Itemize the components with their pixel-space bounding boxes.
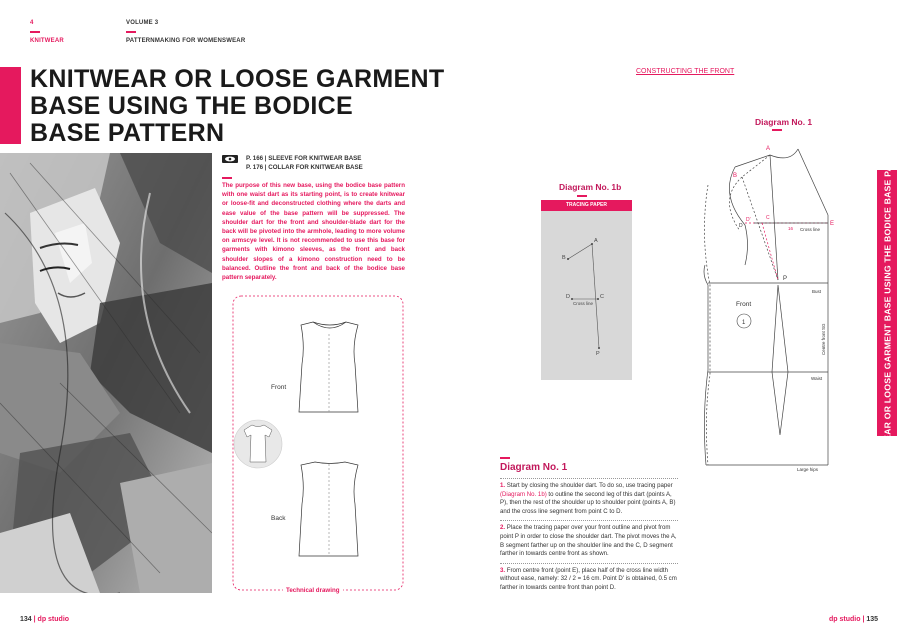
step-item: 3. From centre front (point E), place half of the cross line width without ease, namely: 32 / 2 = 16 cm. Point D' is obtained, 0.5 cm farther in towards centre front than point D.: [500, 566, 677, 591]
point-label: E: [830, 221, 835, 227]
knit-top-thumbnail: [234, 420, 282, 468]
measurement-label: 16: [788, 226, 794, 231]
chapter-number: 4: [30, 20, 34, 26]
intro-paragraph: The purpose of this new base, using the bodice base pattern with one waist dart as its starting point, is to create knitwear or loose-fit and deconstructed clothing where the darts and ease value of the base pattern will be suppressed. The shoulder dart for the front and shoulder-blade dart for the back will be pivoted into the armhole, leading to more volume on armscye level. It is not recommended to use this base for garments with kimono sleeves, as the front and back shoulder slopes of a kimono construction need to be balanced. Outline the front and back of the bodice base pattern separately.: [222, 182, 405, 282]
technical-drawing: [228, 294, 408, 604]
reference-list: [246, 154, 363, 172]
reference-link[interactable]: P. 166 | SLEEVE FOR KNITWEAR BASE: [246, 155, 362, 162]
cross-line-label: Cross line: [573, 301, 594, 306]
title-line: BASE PATTERN: [30, 119, 225, 147]
diagram-bar: [577, 195, 587, 197]
front-garment-drawing: [299, 322, 358, 412]
section-link[interactable]: CONSTRUCTING THE FRONT: [636, 68, 735, 75]
point-label: C: [600, 294, 604, 300]
large-hips-label: Large hips: [797, 467, 819, 472]
centre-front-label: Centre front SG: [821, 323, 826, 355]
steps-list: [500, 476, 678, 597]
volume-subtitle: PATTERNMAKING FOR WOMENSWEAR: [126, 38, 246, 44]
point-label: A: [766, 146, 771, 152]
point-label: D: [566, 294, 570, 300]
chapter-side-tab: [877, 135, 897, 471]
volume-label: VOLUME 3: [126, 20, 159, 26]
point-label: D': [746, 217, 751, 223]
page-number: 135: [866, 616, 879, 623]
brand-name: dp studio: [37, 616, 70, 623]
brand-name: dp studio: [829, 616, 861, 623]
page-title: [30, 66, 444, 147]
cross-line-label: Cross line: [800, 227, 821, 232]
header-bar: [126, 31, 136, 33]
title-line: KNITWEAR OR LOOSE GARMENT: [30, 65, 445, 93]
header-bar: [30, 31, 40, 33]
front-label: Front: [271, 384, 287, 391]
chapter-name: KNITWEAR: [30, 38, 64, 44]
diagram-1b-drawing: [541, 211, 632, 380]
point-label: C: [766, 215, 770, 221]
front-piece-label: Front: [736, 301, 752, 308]
title-line: BASE USING THE BODICE: [30, 92, 353, 120]
reference-link[interactable]: P. 176 | COLLAR FOR KNITWEAR BASE: [246, 164, 363, 171]
point-label: B: [733, 173, 738, 179]
intro-bar: [222, 177, 232, 179]
point-label: D: [739, 223, 743, 229]
page-number: 134: [20, 616, 32, 623]
tracing-paper-label: TRACING PAPER: [541, 200, 632, 211]
diagram-1-drawing: [690, 135, 850, 475]
piece-number: 1: [742, 320, 746, 326]
diagram-1b-title: Diagram No. 1b: [559, 182, 622, 192]
fashion-sketch-illustration: [0, 153, 212, 593]
technical-drawing-caption: Technical drawing: [283, 587, 343, 594]
back-garment-drawing: [299, 462, 358, 556]
right-folio: dp studio | 135: [829, 616, 879, 623]
diagram-bar: [772, 129, 782, 131]
title-accent-block: [0, 67, 21, 144]
bust-label: Bust: [812, 289, 822, 294]
side-tab-text: KNITWEAR OR LOOSE GARMENT BASE USING THE BODICE BASE PATTERN: [882, 135, 893, 471]
steps-bar: [500, 457, 510, 459]
point-label: B: [562, 255, 566, 261]
steps-title: Diagram No. 1: [500, 462, 568, 473]
step-item: 1. Start by closing the shoulder dart. To do so, use tracing paper (Diagram No. 1b) to outline the second leg of this dart (points A, P), then the rest of the shoulder up to shoulder point (points A, B) and the cross line segment from point C to D.: [500, 482, 676, 515]
point-label: P: [596, 351, 600, 357]
point-label: A: [594, 238, 598, 244]
book-reference-icon: [222, 155, 238, 163]
back-label: Back: [271, 515, 286, 522]
step-item: 2. Place the tracing paper over your front outline and pivot from point P in order to close the shoulder dart. The pivot moves the A, B segment farther up on the shoulder line and the C, D segment farther in towards centre front as shown.: [500, 524, 677, 558]
waist-label: Waist: [811, 376, 823, 381]
diagram-reference-link[interactable]: (Diagram No. 1b): [500, 490, 547, 498]
left-folio: 134 | dp studio: [20, 616, 70, 623]
point-label: P: [783, 276, 788, 282]
diagram-1-title: Diagram No. 1: [755, 117, 813, 127]
